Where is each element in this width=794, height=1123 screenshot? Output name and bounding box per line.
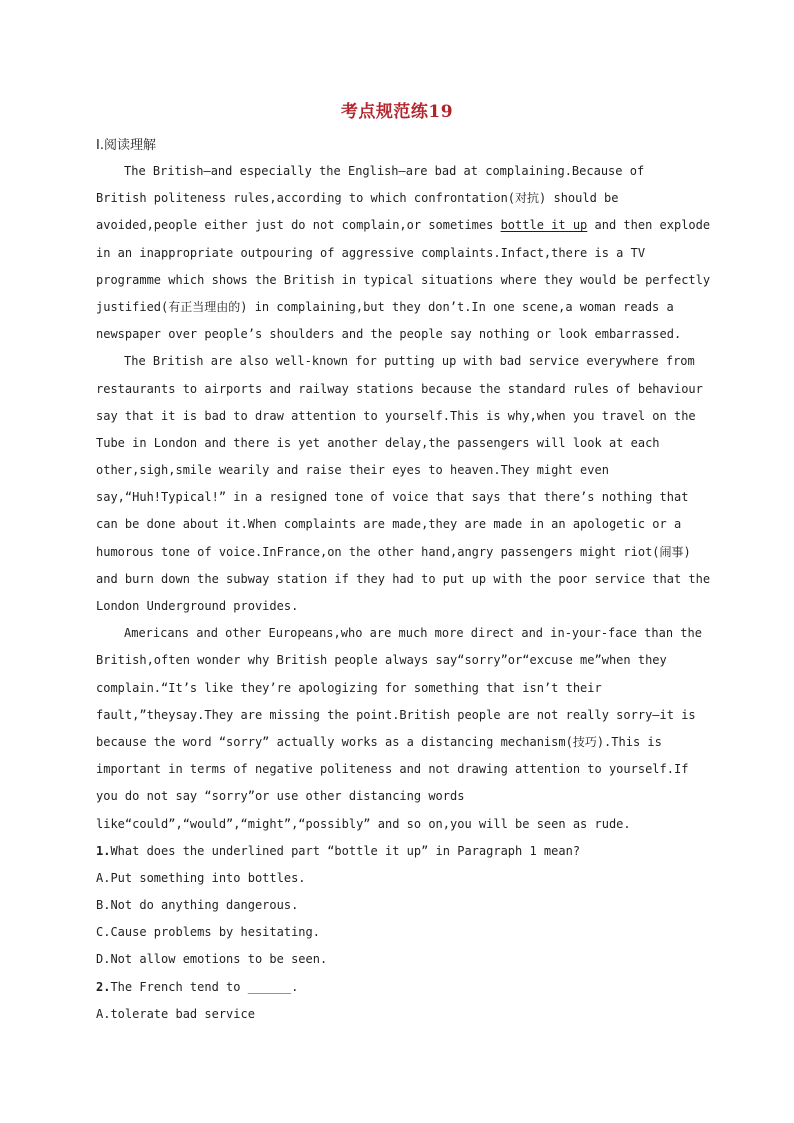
paragraph-1-line: The British—and especially the English—are bad at complaining.Because of — [124, 164, 645, 178]
line-text: avoided,people either just do not complain,or sometimes — [96, 218, 501, 233]
question-number: 2. — [96, 979, 111, 994]
paragraph-1-line: programme which shows the British in typical situations where they would be perfectly — [96, 272, 711, 287]
question-1-option-b: B.Not do anything dangerous. — [96, 898, 299, 913]
paragraph-1-line: British politeness rules,according to which confrontation(对抗) should be — [96, 191, 619, 206]
paragraph-1-line — [96, 212, 711, 239]
section-heading: Ⅰ.阅读理解 — [96, 138, 156, 153]
passage-body — [96, 158, 711, 1028]
paragraph-3-line: because the word “sorry” actually works as a distancing mechanism(技巧).This is — [96, 734, 662, 749]
question-1-option-c: C.Cause problems by hesitating. — [96, 925, 320, 940]
paragraph-2-line: London Underground provides. — [96, 599, 299, 613]
paragraph-1-line: newspaper over people’s shoulders and the people say nothing or look embarrassed. — [96, 327, 682, 342]
paragraph-3-line: important in terms of negative politeness and not drawing attention to yourself.If — [96, 762, 689, 777]
paragraph-2-line: say that it is bad to draw attention to yourself.This is why,when you travel on the — [96, 408, 696, 423]
paragraph-1-line: justified(有正当理由的) in complaining,but they don’t.In one scene,a woman reads a — [96, 299, 674, 314]
paragraph-3-line: Americans and other Europeans,who are much more direct and in-your-face than the — [124, 626, 702, 641]
question-1-option-d: D.Not allow emotions to be seen. — [96, 952, 328, 967]
question-1-stem — [96, 838, 696, 865]
paragraph-1-line: in an inappropriate outpouring of aggressive complaints.Infact,there is a TV — [96, 245, 646, 260]
paragraph-3-line: British,often wonder why British people always say“sorry”or“excuse me”when they — [96, 653, 667, 668]
question-2-option-a: A.tolerate bad service — [96, 1006, 255, 1021]
underlined-phrase: bottle it up — [500, 218, 588, 233]
paragraph-2-line: can be done about it.When complaints are made,they are made in an apologetic or a — [96, 517, 682, 532]
question-text: What does the underlined part “bottle it up” in Paragraph 1 mean? — [110, 843, 581, 858]
paragraph-2-line: other,sigh,smile wearily and raise their eyes to heaven.They might even — [96, 463, 609, 478]
paragraph-3-line: complain.“It’s like they’re apologizing for something that isn’t their — [96, 680, 602, 695]
page-title: 考点规范练19 — [340, 102, 454, 122]
paragraph-3-line: fault,”theysay.They are missing the point.British people are not really sorry—it is — [96, 707, 696, 722]
paragraph-2-line: restaurants to airports and railway stations because the standard rules of behaviour — [96, 381, 703, 396]
question-number: 1. — [96, 843, 111, 858]
question-text: The French tend to ______. — [110, 979, 299, 994]
question-2-stem — [96, 974, 696, 1001]
paragraph-2-line: The British are also well-known for putting up with bad service everywhere from — [124, 354, 695, 369]
paragraph-2-line: Tube in London and there is yet another delay,the passengers will look at each — [96, 435, 660, 450]
line-text: and then explode — [587, 218, 711, 233]
paragraph-2-line: say,“Huh!Typical!” in a resigned tone of voice that says that there’s nothing that — [96, 490, 689, 505]
paragraph-3-line: you do not say “sorry”or use other distancing words — [96, 789, 465, 804]
paragraph-3-line: like“could”,“would”,“might”,“possibly” and so on,you will be seen as rude. — [96, 816, 631, 831]
paragraph-2-line: humorous tone of voice.InFrance,on the other hand,angry passengers might riot(闹事) — [96, 544, 691, 559]
question-1-option-a: A.Put something into bottles. — [96, 870, 306, 885]
paragraph-2-line: and burn down the subway station if they had to put up with the poor service that the — [96, 571, 711, 586]
